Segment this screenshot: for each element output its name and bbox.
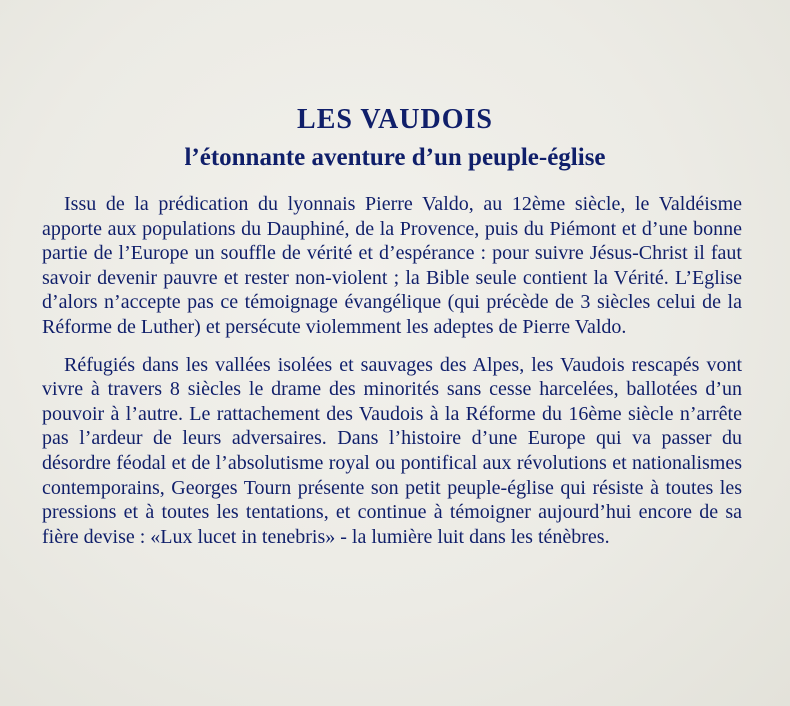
page-subtitle: l’étonnante aventure d’un peuple-église xyxy=(184,144,606,171)
body-text xyxy=(42,192,742,562)
paragraph-2: Réfugiés dans les vallées isolées et sauvages des Alpes, les Vaudois rescapés vont vivre à travers 8 siècles le drame des minorités sans cesse harcelées, ballotées d’un pouvoir à l’autre. Le rattachement des Vaudois à la Réforme du 16ème siècle n’arrête pas l’ardeur de leurs adversaires. Dans l’histoire d’une Europe qui va passer du désordre féodal et de l’absolutisme royal ou pontifical aux révolutions et nationalismes contemporains, Georges Tourn présente son petit peuple-église qui résiste à toutes les pressions et à toutes les tentations, et continue à témoigner aujourd’hui encore de sa fière devise : «Lux lucet in tenebris» - la lumière luit dans les ténèbres. xyxy=(42,353,742,548)
page-title: LES VAUDOIS xyxy=(297,104,493,135)
paragraph-1: Issu de la prédication du lyonnais Pierre Valdo, au 12ème siècle, le Valdéisme apporte aux populations du Dauphiné, de la Provence, puis du Piémont et d’une bonne partie de l’Europe un souffle de vérité et d’espérance : pour suivre Jésus-Christ il faut savoir devenir pauvre et rester non-violent ; la Bible seule contient la Vérité. L’Eglise d’alors n’accepte pas ce témoignage évangélique (qui précède de 3 siècles celui de la Réforme de Luther) et persécute violemment les adeptes de Pierre Valdo. xyxy=(42,193,742,338)
